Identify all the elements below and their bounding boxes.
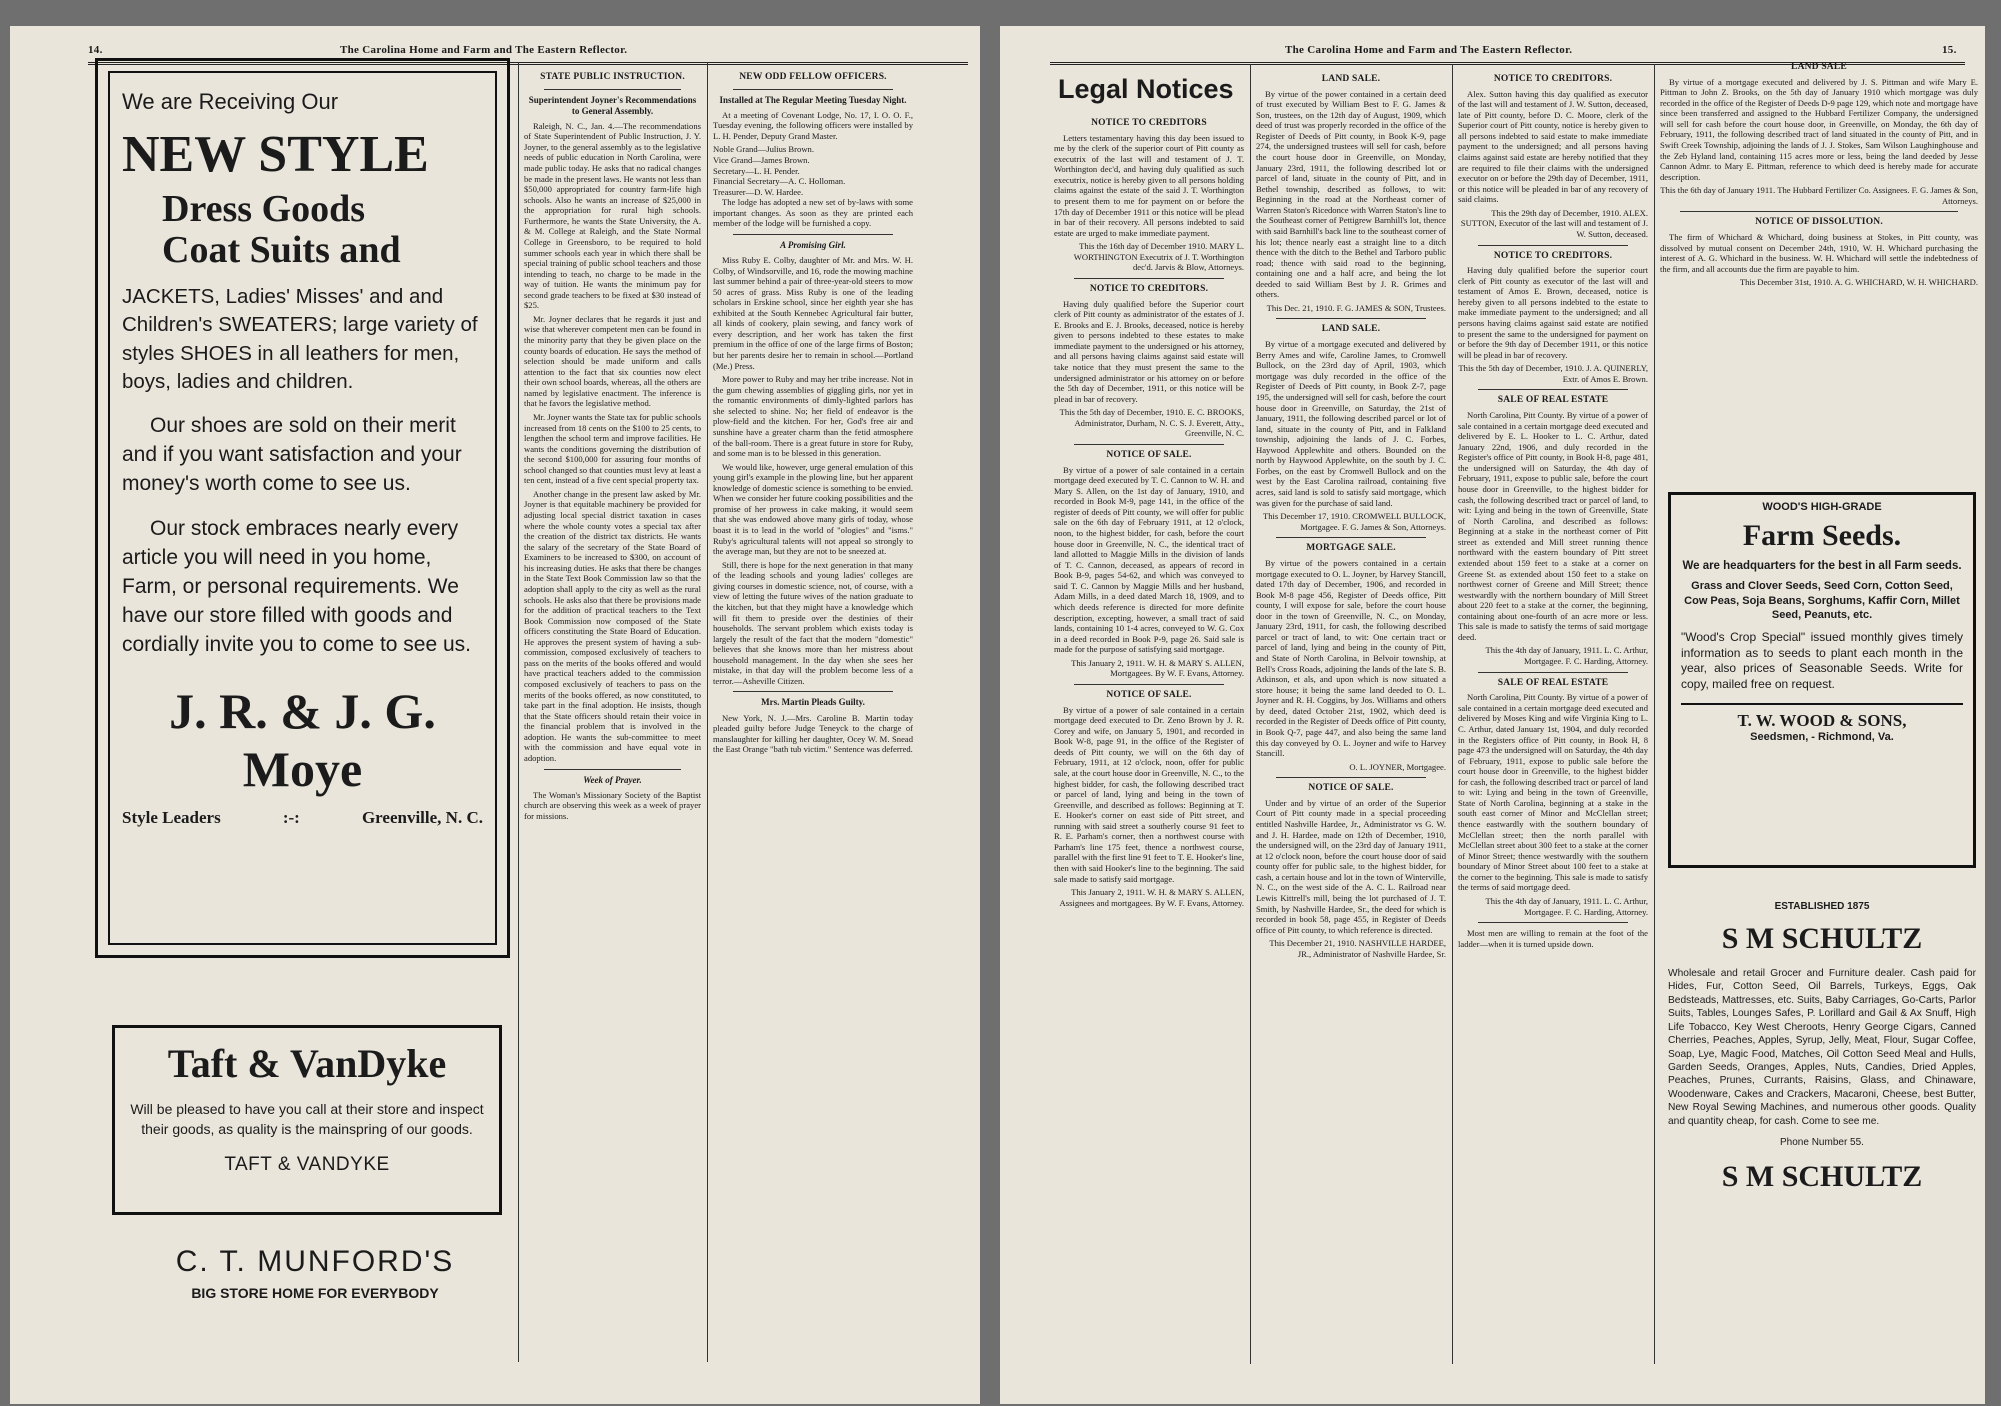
filler-text: Most men are willing to remain at the foot of the ladder—when it is turned upside down. (1458, 928, 1648, 949)
article-paragraph: We would like, however, urge general emulation of this young girl's example in the plowing line, but her apparent knowledge of domestic science is something to be envied. When we consider her future cooking possibilities and the promise of her prowess in cake making, it would seem that she was endowed above many girls of today, whose boast it is to lead in the world of "ologies" and "isms." Ruby's agricultural talents will not appeal so strongly to the average man, but they are not to be sneezed at. (713, 461, 913, 557)
notice-body: By virtue of the powers contained in a certain mortgage executed to O. L. Joyner, by Harvey Stancill, dated 17th day of December, 1906, and recorded in Book M-8 page 456, Register of Deeds office, Pitt county, I will expose for sale, before the court house door in the town of Greenville, N. C., on Monday, January 23rd, 1911, for cash, the following described parcel or tract of land, to wit: One certain tract or parcel of land, lying and being in the county of Pitt, and State of North Carolina, in Belvoir township, at Bell's Cross Roads, adjoining the lands of the late S. B. Atkinson, et als, and upon which is now situated a store house; it being the same land deeded to O. L. Joyner and R. H. Coggins, by Jos. Williams and others by deed, dated October 21st, 1902, which deed is recorded in the Register of Deeds office of Pitt county, in Book Q-7, page 447, and also being the same land this day conveyed by O. L. Joyner and wife to Harvey Stancill. (1256, 557, 1446, 759)
column-rule (1250, 64, 1251, 1364)
moye-ad-headline: NEW STYLE (122, 126, 429, 183)
notice-title: MORTGAGE SALE. (1306, 543, 1396, 554)
divider (1478, 922, 1628, 923)
officer-item: Secretary—L. H. Pender. (713, 165, 800, 176)
wood-ad-items: Grass and Clover Seeds, Seed Corn, Cotton Seed, Cow Peas, Soja Beans, Sorghums, Kaffir Corn, Millet Seed, Peanuts, etc. (1684, 580, 1960, 621)
divider (1074, 684, 1224, 685)
notice-title: SALE OF REAL ESTATE (1497, 677, 1609, 688)
legal-notice (1054, 450, 1244, 679)
schultz-advertisement (1668, 900, 1976, 1350)
notice-body: The firm of Whichard & Whichard, doing business at Stokes, in Pitt county, was dissolved by mutual consent on December 24th, 1910, W. H. Whichard purchasing the interest of A. G. Whichard in the business. W. H. Whichard will settle the indebtedness of the firm, and all accounts due the firm are payable to him. (1660, 232, 1978, 274)
divider (1478, 389, 1628, 390)
notice-signature: This the 4th day of January, 1911. L. C. Arthur, Mortgagee. F. C. Harding, Attorney. (1485, 895, 1648, 917)
wood-ad-line1: WOOD'S HIGH-GRADE (1762, 501, 1882, 513)
running-head-right: The Carolina Home and Farm and The Eastern Reflector. (1285, 44, 1573, 56)
oddfellow-outro: The lodge has adopted a new set of by-laws with some important changes. As soon as they are printed each member of the lodge will be furnished a copy. (713, 197, 913, 229)
notice-signature: This Dec. 21, 1910. F. G. JAMES & SON, Trustees. (1266, 302, 1446, 313)
notice-body: North Carolina, Pitt County. By virtue of a power of sale contained in a certain mortgage deed executed and delivered by E. L. Hooker to L. C. Arthur, dated January 22nd, 1906, and duly recorded in the Register's office of Pitt county, in Book H-8, page 481, the undersigned will on Saturday, the 4th day of February, 1911, expose to public sale, before the court house door in Greenville, to the highest bidder for cash, the following described tract or parcel of land, to wit: Lying and being in the town of Greenville, State of North Carolina, and described as follows: Beginning at a stake in the northeast corner of Pitt street as extended and Mill street running thence northward with the eastern boundary of Pitt street extended about 159 feet to a stake at a corner on Greene St. as extended about 150 feet to a stake on northwest corner of Greene and Mill Street; thence westwardly with the northern boundary of Mill Street about 220 feet to a stake at the corner, the beginning, containing about one-fourth of an acre more or less. This sale is made to satisfy the terms of said mortgage deed. (1458, 410, 1648, 642)
moye-ad-para2: Our stock embraces nearly every article you will need in you home, Farm, or personal requirements. We have our store filled with goods and cordially invite you to come to see us. (122, 517, 472, 656)
notice-title: NOTICE OF DISSOLUTION. (1755, 217, 1883, 228)
oddfellow-heading: NEW ODD FELLOW OFFICERS. (739, 72, 887, 82)
oddfellow-subheading: Installed at The Regular Meeting Tuesday Night. (719, 94, 907, 105)
running-head-left: The Carolina Home and Farm and The Eastern Reflector. (340, 44, 628, 56)
week-of-prayer-text: The Woman's Missionary Society of the Baptist church are observing this week as a week of prayer for missions. (524, 789, 701, 821)
officer-item: Financial Secretary—A. C. Holloman. (713, 176, 846, 187)
divider (544, 89, 681, 90)
notice-body: By virtue of a mortgage executed and delivered by Berry Ames and wife, Caroline James, to Cromwell Bullock, on the 23rd day of April, 1903, which mortgage was duly recorded in the office of the Register of Deeds of Pitt county, in Book Z-7, page 195, the undersigned will sell for cash, before the court house door in Greenville, on Saturday, the 21st of January, 1911, the following described parcel or lot of land, situate in the county of Pitt, and in Falkland township, adjoining the lands of J. C. Forbes, Haywood Applewhite and others. Bounded on the north by Haywood Applewhite, on the south by J. C. Forbes, on the east by Cromwell Bullock and on the west by the East Carolina railroad, containing five acres, said land is sold to satisfy said mortgage, which was given for the purchase of said land. (1256, 339, 1446, 508)
divider (1478, 672, 1628, 673)
wood-ad-headline: Farm Seeds. (1742, 519, 1902, 552)
legal-notice (1054, 284, 1244, 439)
article-paragraph: Mr. Joyner declares that he regards it just and wise that wherever competent men can be found in the minority party that they be given place on the county boards of education. He says the method of selection should be made uniform and calls attention to the fact that six counties now elect their own school boards, whereas, all the others are named by legislative enactment. The inference is that he favors the legislative method. (524, 313, 701, 409)
legal-notice (1256, 324, 1446, 532)
notice-title: NOTICE OF SALE. (1308, 783, 1394, 794)
wood-ad-place: Seedsmen, - Richmond, Va. (1750, 730, 1894, 743)
martin-heading: Mrs. Martin Pleads Guilty. (761, 697, 865, 708)
wood-ad-text: "Wood's Crop Special" issued monthly gives timely information as to seeds to plant each month in the year, also prices of Seasonable Seeds. Write for copy, mailed free on request. (1681, 630, 1963, 692)
notice-title: NOTICE TO CREDITORS. (1493, 250, 1613, 261)
schultz-ad-name-bottom: S M SCHULTZ (1721, 1160, 1923, 1194)
divider (733, 234, 893, 235)
legal-notice (1458, 678, 1648, 917)
schultz-ad-established: ESTABLISHED 1875 (1774, 901, 1870, 912)
munford-ad-slogan: BIG STORE HOME FOR EVERYBODY (191, 1285, 439, 1301)
legal-column-3 (1458, 74, 1648, 1362)
notice-signature: This December 21, 1910. NASHVILLE HARDEE, JR., Administrator of Nashville Hardee, Sr. (1269, 938, 1446, 959)
moye-ad-town: Greenville, N. C. (361, 807, 483, 827)
notice-signature: This the 29th day of December, 1910. ALEX. SUTTON, Executor of the last will and testament of J. W. Sutton, deceased. (1460, 207, 1648, 239)
odd-fellow-column (713, 72, 913, 1362)
notice-title: NOTICE TO CREDITORS (1091, 118, 1207, 128)
munford-advertisement (145, 1245, 485, 1301)
legal-column-2 (1256, 74, 1446, 1362)
moye-ad-slogan: Style Leaders (122, 807, 221, 827)
notice-signature: This the 5th day of December, 1910. E. C. BROOKS, Administrator, Durham, N. C. S. J. Everett, Atty., Greenville, N. C. (1059, 407, 1244, 439)
page-number-right: 15. (1942, 44, 1957, 56)
article-paragraph: More power to Ruby and may her tribe increase. Not in the gum chewing assemblies of giggling girls, nor yet in the romantic environments of dimly-lighted parlors has she selected to shine. No; her field of endeavor is the plow-field and the kitchen. For her, God's free air and sunshine have a greater charm than the fetid atmosphere of the ball-room. There is a great future in store for Ruby, and some man is to be blessed in this generation. (713, 374, 913, 459)
notice-signature: This January 2, 1911. W. H. & MARY S. ALLEN, Assignees and mortgagees. By W. F. Evans, Attorney. (1059, 887, 1244, 908)
article-paragraph: Another change in the present law asked by Mr. Joyner is that equitable machinery be provided for adjusting local special district taxation in cases where the whole county votes a special tax after the creation of the district tax districts. He wants the salary of the secretary of the State Board of Examiners to be increased to $300, on account of his increasing duties. He asks that there be changes in the State Text Book Commission law so that the adoption shall apply to the city as well as the rural schools. He asks also that there be provisions made for the addition of practical teachers to the Text Book Commission now composed of the State officers constituting the State Board of Education. He approves the present system of having a sub-commission, composed exclusively of teachers to pass on the merits of the books offered and would have practical teachers added to the commission composed exclusively of teachers to pass on the merits of the books offered, as now constituted, to take part in the final adoption. He insists, though that the State officers should retain their voice in the financial problem that is involved in the adoption. He wants the sub-committee to meet with the commission and have equal vote in adoption. (524, 488, 701, 763)
divider (1074, 278, 1224, 279)
filler-item (1458, 928, 1648, 949)
divider (1276, 777, 1426, 778)
divider (733, 89, 893, 90)
moye-ad-name: J. R. & J. G. Moye (169, 682, 436, 797)
taft-ad-sign: TAFT & VANDYKE (224, 1153, 390, 1175)
notice-title: LAND SALE (1791, 62, 1847, 72)
notice-signature: This December 31st, 1910. A. G. WHICHARD, W. H. WHICHARD. (1739, 277, 1978, 288)
officer-item: Treasurer—D. W. Hardee. (713, 186, 804, 197)
legal-notice (1054, 690, 1244, 908)
moye-ad-divider: :-: (282, 807, 300, 827)
divider (1680, 211, 1958, 212)
schultz-ad-name: S M SCHULTZ (1721, 922, 1923, 956)
article-paragraph: Raleigh, N. C., Jan. 4.—The recommendations of State Superintendent of Public Instruction, J. Y. Joyner, to the general assembly as to the legislative needs of public education in North Carolina, were made public today. He asks that no radical changes be made in the present laws. He wants not less than $50,000 appropriated for country farm-life high schools. Also he wants an increase of $25,000 in the appropriation for rural high schools. Furthermore, he wants the State University, the A. & M. College at Raleigh, and the State Normal College in Greensboro, to be required to hold summer schools each year in which there shall be special training of public school teachers and those intending to teach, no charge to be made in the way of tuition. He wants the minimum pay for second grade teachers to be fixed at $30 instead of $25. (524, 120, 701, 311)
schultz-ad-body: Wholesale and retail Grocer and Furniture dealer. Cash paid for Hides, Fur, Cotton Seed, Oil Barrels, Turkeys, Eggs, Oak Bedsteads, Mattresses, etc. Suits, Baby Carriages, Go-Carts, Parlor Suits, Tables, Lounges Safes, P. Lorillard and Gail & Ax Snuff, High Life Tobacco, Key West Cheroots, Henry George Cigars, Canned Cherries, Peaches, Apples, Syrup, Jelly, Meat, Flour, Sugar Coffee, Soap, Lye, Magic Food, Matches, Oil Cotton Seed Meal and Hulls, Garden Seeds, Oranges, Apples, Nuts, Candies, Dried Apples, Peaches, Prunes, Currants, Raisins, Glass, and Chinaware, Woodenware, Cakes and Crackers, Macaroni, Cheese, best Butter, New Royal Sewing Machines, and numerous other goods. Quality and quantity cheap, for cash. Come to see me. (1668, 967, 1976, 1127)
legal-notice (1660, 62, 1978, 206)
notice-body: By virtue of a mortgage executed and delivered by J. S. Pittman and wife Mary E. Pittman to John Z. Brooks, on the 5th day of January 1910 which mortgage was duly recorded in the office of the Register of Deeds D-9 page 129, which note and mortgage have since been transferred and assigned to the Hubbard Fertilizer Company, the undersigned will sell for cash before the court house door, in Greenville, on Monday, the 6th day of February, 1911, the following described tract of land situated in the county of Pitt, and in Swift Creek Township, adjoining the lands of J. J. Stokes, Sam Wilson Laughinghouse and the Zeb Hyland land, containing 115 acres more or less, being the land deeded by Jesse Cannon Admr. to Mary E. Pittman, reference to which deed is hereby made for accurate description. (1660, 76, 1978, 182)
legal-notice (1256, 74, 1446, 313)
promising-girl-heading: A Promising Girl. (780, 239, 846, 250)
notice-body: Having duly qualified before the Superior court clerk of Pitt county as administrator of the estates of J. E. Brooks and E. J. Brooks, deceased, notice is hereby given to persons indebted to these estates to make immediate payment to the undersigned or his attorney, and all persons having claims against said estate will take notice that they must present the same to the undersigned administrator or his attorney on or before the 5th day of December, 1911, or this notice will be plead in bar of recovery. (1054, 298, 1244, 404)
notice-title: NOTICE TO CREDITORS. (1089, 283, 1209, 294)
divider (1074, 444, 1224, 445)
notice-signature: This the 6th day of January 1911. The Hubbard Fertilizer Co. Assignees. F. G. James & Son, Attorneys. (1660, 185, 1978, 206)
notice-body: Alex. Sutton having this day qualified as executor of the last will and testament of J. W. Sutton, deceased, late of Pitt county, before D. C. Moore, clerk of the Superior court of Pitt county, notice is hereby given to all persons indebted to said estate to make immediate payment to the undersigned; and all persons having claims against said estate are hereby notified that they are required to file their claims with the undersigned executor on or before the 29th day of December, 1911, or this notice will be pleaded in bar of any recovery of said claims. (1458, 88, 1648, 205)
week-of-prayer-heading: Week of Prayer. (583, 774, 642, 785)
notice-signature: This the 16th day of December 1910. MARY L. WORTHINGTON Executrix of J. T. Worthington dec'd. Jarvis & Blow, Attorneys. (1073, 241, 1244, 273)
article-paragraph: Miss Ruby E. Colby, daughter of Mr. and Mrs. W. H. Colby, of Windsorville, and 16, rode the mowing machine last summer behind a pair of three-year-old steers to mow 50 acres of grass. Miss Ruby is one of the leading scholars in Erskine school, since her eighth year she has exhibited at the South Kennebec Agricultural fair butter, all kinds of cookery, plain sewing, and fancy work of every description, and her work has taken the first premium in the office of one of the large firms of Boston; but her parents desire her to remain in school.—Portland (Me.) Press. (713, 254, 913, 371)
munford-ad-title: C. T. MUNFORD'S (175, 1245, 455, 1278)
wood-ad-line3: We are headquarters for the best in all Farm seeds. (1682, 560, 1962, 572)
divider (1276, 318, 1426, 319)
legal-notice (1660, 217, 1978, 287)
notice-body: By virtue of the power contained in a certain deed of trust executed by William Best to F. G. James & Son, trustees, on the 12th day of August, 1909, which deed of trust was properly recorded in the office of the Register of Deeds of Pitt county, in Book K-9, page 274, the undersigned trustees will sell for cash, before the court house door in Greenville, on Monday, January 23rd, 1911, the following described lot or parcel of land, situate in the county of Pitt, and in Bethel township, described as follows, to wit: Beginning in the road at the Northeast corner of Warren Staton's Ricedonce with Warren Staton's line to the Southeast corner of Pettigrew Barnhill's lot, thence with said Barnhill's back line to the southeast corner of his lot; thence nearly east a straight line to a ditch thence with the ditch to the Bethel and Tarboro public road; thence with said road to the beginning, containing one and a half acre, and being the lot deeded to said William Best by J. R. Grimes and others. (1256, 88, 1446, 300)
notice-title: SALE OF REAL ESTATE (1497, 395, 1609, 406)
notice-body: By virtue of a power of sale contained in a certain mortgage deed executed by T. C. Cannon to W. H. and Mary S. Allen, on the 1st day of January, 1910, and recorded in Book M-9, page 141, in the office of the register of deeds of Pitt county, we will offer for public sale on the 6th day of February 1911, at 12 o'clock, noon, to the highest bidder, for cash, before the court house door in Greenville, N. C., the identical tract of land allotted to Maggie Mills in the division of lands of T. C. Cannon, deceased, as appears of record in Book B-9, pages 54-62, and which was conveyed to said T. C. Cannon by Maggie Mills and her husband, Adam Mills, in a deed dated March 18, 1909, and to which deeds reference is directed for more definite description, excepting, however, a small tract of said lands, containing 10 1-4 acres, conveyed to W. G. Cox in a deed recorded in Book P-9, page 26. Said sale is made for the purpose of satisfying said mortgage. (1054, 464, 1244, 655)
notice-title: NOTICE OF SALE. (1106, 449, 1192, 460)
moye-ad-intro: We are Receiving Our (122, 89, 339, 114)
legal-column-1 (1054, 118, 1244, 1362)
column-rule (1452, 64, 1453, 1364)
legal-notice (1256, 783, 1446, 959)
notice-signature: This the 4th day of January, 1911. L. C. Arthur, Mortgagee. F. C. Harding, Attorney. (1485, 645, 1648, 667)
article-paragraph: Mr. Joyner wants the State tax for public schools increased from 18 cents on the $100 to 25 cents, to lengthen the school term and improve facilities. He wants the conditions governing the distribution of the second $100,000 for assuring four months of school changed so that counties must levy at least a ten cent, instead of a five cent special property tax. (524, 411, 701, 486)
legal-column-4 (1660, 62, 1978, 482)
moye-ad-items: JACKETS, Ladies' Misses' and and Children's SWEATERS; large variety of styles SHOES in all leathers for men, boys, ladies and children. (122, 285, 478, 393)
column-rule (518, 62, 519, 1362)
martin-text: New York, N. J.—Mrs. Caroline B. Martin today pleaded guilty before Judge Teneyck to the charge of manslaughter for killing her daughter, Ocey W. M. Snead the East Orange "bath tub victim." Sentence was deferred. (713, 712, 913, 755)
notice-signature: O. L. JOYNER, Mortgagee. (1349, 761, 1446, 772)
article-paragraph: Still, there is hope for the next generation in that many of the leading schools and young ladies' colleges are giving courses in domestic science, not, of course, with a view of letting the future wives of the nation graduate to the kitchen, but that they might have a knowledge which will fit them to preside over the destinies of their households. The servant problem which exists today is largely the result of the fact that the modern "domestic" believes that she knows more than her mistress about household management. In the day when she sees her mistake, in that day will the problem become less of a terror.—Asheville Citizen. (713, 559, 913, 686)
taft-vandyke-advertisement (112, 1025, 502, 1215)
divider (1478, 245, 1628, 246)
notice-title: NOTICE OF SALE. (1106, 689, 1192, 700)
notice-signature: This December 17, 1910. CROMWELL BULLOCK, Mortgagee. F. G. James & Son, Attorneys. (1263, 511, 1446, 532)
divider (1276, 537, 1426, 538)
moye-ad-para1: Our shoes are sold on their merit and if you want satisfaction and your money's worth come to see us. (122, 414, 462, 496)
instruction-heading: STATE PUBLIC INSTRUCTION. (540, 72, 685, 82)
notice-title: LAND SALE. (1321, 74, 1381, 84)
instruction-subheading: Superintendent Joyner's Recommendations to General Assembly. (528, 94, 697, 116)
notice-title: LAND SALE. (1321, 324, 1381, 335)
legal-notice (1054, 118, 1244, 273)
page-number-left: 14. (88, 44, 103, 56)
divider (733, 691, 893, 692)
wood-seeds-advertisement (1668, 492, 1976, 868)
notice-body: Letters testamentary having this day been issued to me by the clerk of the superior court of Pitt county as executrix of the last will and testament of J. T. Worthington dec'd, and having duly qualified as such executrix, notice is hereby given to all persons holding claims against the estate of the said J. T. Worthington to present them to me for payment on or before the 17th day of December 1911 or this notice will be plead in bar of their recovery. All persons indebted to said estate are urged to make immediate payment. (1054, 132, 1244, 238)
notice-body: North Carolina, Pitt County. By virtue of a power of sale contained in a certain mortgage deed executed and delivered by Moses King and wife Virginia King to L. C. Arthur, dated January 1st, 1904, and duly recorded in the Registers office of Pitt county, in Book H, 8 page 473 the undersigned will on Saturday, the 4th day of February, 1911, expose to public sale before the court house door in Greenville, to the highest bidder for cash, the following described tract or parcel of land to wit: Lying and being in the town of Greenville, State of North Carolina, beginning at a stake in the south east corner of Minor and McClellan street; thence eastwardly with the southern boundary of McClellan street; then the north parallel with McClellan street about 300 feet to a stake at the corner of Minor Street; thence westwardly with the southern boundary of Minor Street about 100 feet to a stake at the corner to the beginning. This sale is made to satisfy the terms of said mortgage deed. (1458, 692, 1648, 893)
moye-ad-coat-suits: Coat Suits and (162, 229, 401, 272)
taft-ad-body: Will be pleased to have you call at their store and inspect their goods, as quality is the mainspring of our goods. (130, 1101, 484, 1138)
divider (544, 769, 681, 770)
notice-signature: This January 2, 1911. W. H. & MARY S. ALLEN, Mortgagees. By W. F. Evans, Attorney. (1071, 657, 1244, 679)
moye-ad-dress-goods: Dress Goods (162, 188, 366, 230)
wood-ad-firm: T. W. WOOD & SONS, (1681, 703, 1963, 731)
oddfellow-intro: At a meeting of Covenant Lodge, No. 17, I. O. O. F., Tuesday evening, the following officers were installed by L. H. Pender, Deputy Grand Master. (713, 109, 913, 141)
legal-notice (1458, 395, 1648, 666)
column-rule (1654, 64, 1655, 1364)
notice-body: By virtue of a power of sale contained in a certain mortgage deed executed to Dr. Zeno Brown by J. R. Corey and wife, on January 5, 1901, and recorded in Book W-8, page 91, in the office of the Register of deeds of Pitt county, we will on the 6th day of February, 1911, at 12 o'clock, noon, offer for public sale, at the court house door in Greenville, N. C., to the highest bidder, for cash, the following described tract or parcel of land, lying and being in the town of Greenville, and described as follows: Beginning at T. E. Hooker's corner on east side of Pitt street, and running with said street a southerly course 91 feet to R. E. Parham's corner, then a northwest course with Parham's line 175 feet, thence a northwest course, parallel with the first line 91 feet to T. E. Hooker's line, then with said Hooker's line to the beginning. The said sale made to satisfy said mortgage. (1054, 704, 1244, 884)
officer-item: Vice Grand—James Brown. (713, 154, 810, 165)
legal-notices-title: Legal Notices (1058, 74, 1234, 104)
notice-body: Having duly qualified before the superior court clerk of Pitt county as executor of the last will and testament of Amos E. Brown, deceased, notice is hereby given to all persons indebted to the estate to make immediate payment to the undersigned; and all persons having claims against said estate are notified to present the same to the undersigned for payment on or before the 9th day of December 1911, or this notice will be plead in bar of recovery. (1458, 265, 1648, 360)
notice-title: NOTICE TO CREDITORS. (1493, 74, 1613, 84)
legal-notice (1458, 251, 1648, 385)
legal-notice (1458, 74, 1648, 240)
notice-body: Under and by virtue of an order of the Superior Court of Pitt county made in a special proceeding entitled Nashville Hardee, Jr., Administrator vs G. W. and J. H. Hardee, made on 12th of December, 1910, the undersigned will, on the 23rd day of January 1911, at 12 o'clock noon, before the court house door of said county offer for public sale, to the highest bidder, for cash, a certain house and lot in the town of Winterville, N. C., on the west side of the A. C. L. Railroad near Lewis Kittrell's mill, being the lot purchased of J. T. Smith, by Nashville Hardee, Sr., the deed for which is recorded in book 58, page 455, in Register of Deeds office of Pitt county, to which reference is directed. (1256, 797, 1446, 935)
notice-signature: This the 5th day of December, 1910. J. A. QUINERLY, Extr. of Amos E. Brown. (1458, 363, 1648, 384)
taft-ad-title: Taft & VanDyke (167, 1041, 447, 1086)
public-instruction-column (524, 72, 701, 1362)
column-rule (707, 62, 708, 1362)
legal-notice (1256, 543, 1446, 772)
schultz-ad-phone: Phone Number 55. (1780, 1137, 1864, 1149)
officer-item: Noble Grand—Julius Brown. (713, 144, 814, 155)
moye-advertisement (95, 58, 510, 958)
